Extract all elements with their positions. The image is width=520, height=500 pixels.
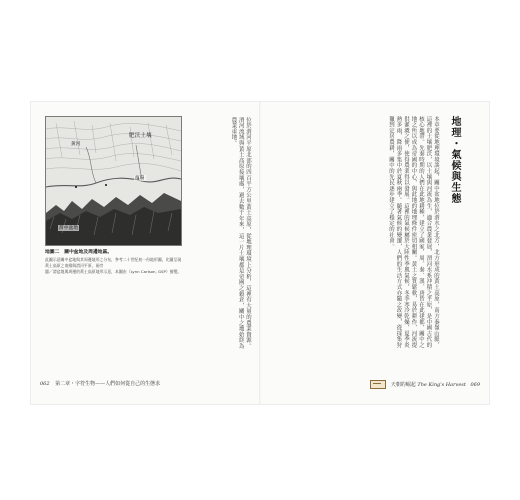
right-page-number: 069 (470, 382, 480, 388)
figure-caption (45, 249, 185, 275)
caption-body: 此圖示意關中盆地與其周邊地形之分布，參考二十世紀初一份地形圖，比圖呈現黃土高原之南緣與渭河平原，兩旁 (45, 257, 182, 268)
book-title: 天朝的崛起 (390, 382, 416, 388)
right-footer (370, 380, 480, 389)
terrain-map (45, 116, 182, 246)
left-page (31, 102, 259, 404)
book-logo-icon (370, 380, 386, 389)
left-body-text: 位於渭河平原北部的四百平方公里黃土高原，從地理環境上分析，這裡有大量的農業資源。渭河流域與黃土高原接壤處，過去數千年來，這一片土壤都是帝國之穀倉，關中之地始終為農業重地。 (230, 117, 251, 349)
chapter-title: 第二章・字符生物——人們如何從自己的生態求 (55, 381, 161, 387)
map-label-city: 酉陽 (135, 176, 145, 181)
right-page (261, 102, 489, 404)
book-title-en: The King's Harvest (417, 382, 466, 388)
left-page-number: 062 (40, 381, 50, 387)
book-spread (31, 102, 489, 404)
section-heading: 地理・氣候與生態 (449, 116, 460, 204)
map-label-basin: 渭中盆地 (59, 226, 79, 231)
map-label-fertile-soil: 肥沃土壤 (129, 133, 152, 139)
caption-credit: 題／渭盆地與周邊的黃土高原地形示意，本圖由（Lynn Carlson, GSP）繪製。 (45, 269, 182, 274)
caption-title: 地圖二 關中盆地及周邊地區。 (45, 250, 113, 255)
left-footer (40, 380, 160, 387)
map-label-river: 黃河 (71, 142, 81, 147)
right-body-text: 本章要從地理環境談起，關中盆地位於渭水之北方，北方形成的黃土高原，南方秦嶺山脈，這裡的土壤肥沃，以土壤與河流為生，適合農業發展，渭河水系沖積之平原，是中國古代的核心地帶。先秦時期的人們在此地耕種，建立了國家，周、秦、漢、唐皆在此建都，關中之地之所以成為帝國的中心，與此地的地理條件密切相關。黃土之質鬆軟，易於耕作，河流提供灌溉之便，使得農業得以發展。這裡的氣候屬於大陸性季風氣候，冬季寒冷乾燥，夏季炎熱多雨，降雨多集中於夏秋兩季。隨著氣候的變遷，人們的生活方式亦隨之改變，從採集狩獵到定居農耕，關中的先民逐步建立了穩定的社會。 (388, 116, 439, 348)
